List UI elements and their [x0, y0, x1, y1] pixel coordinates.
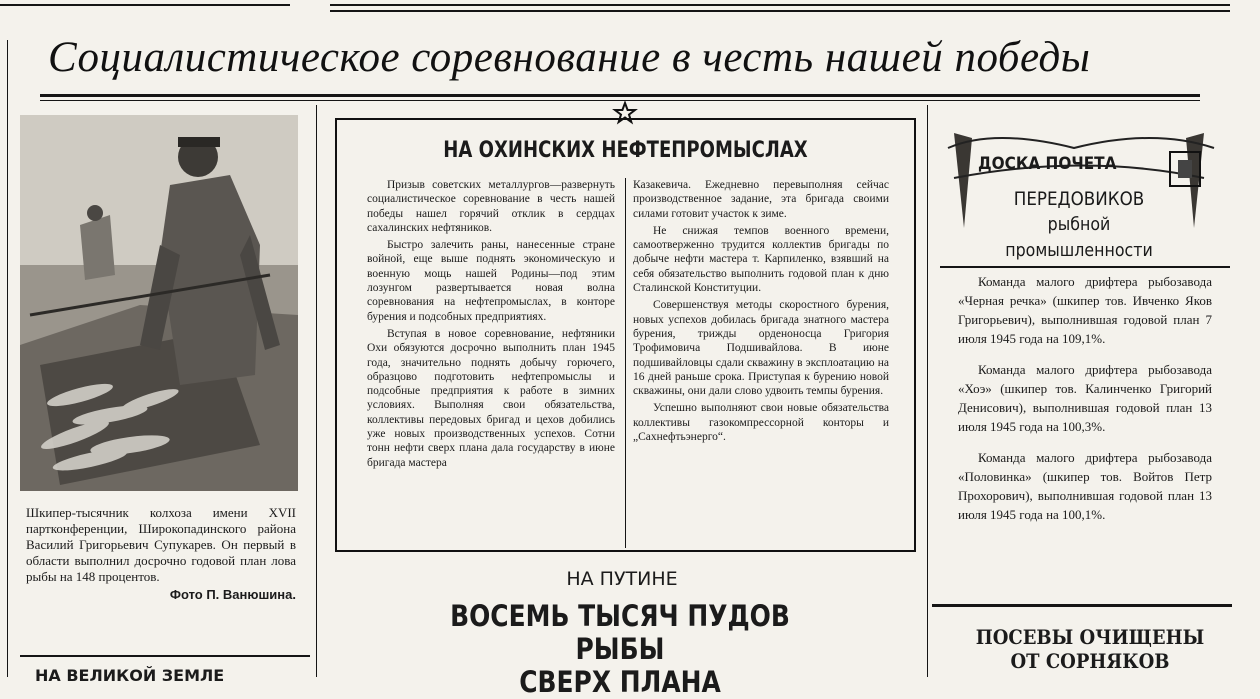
honor-board-entries	[958, 272, 1212, 536]
headline-underline-2	[40, 100, 1200, 101]
oil-paragraph-6: Совершенствуя методы скоростного бурения, новых успехов добилась бригада знатного мастера бурения, трижды орденоносца Григория Трофимовича Подшивайлова. В июне подшивайловцы сдали скважину в эксплоатацию на 16 дней раньше срока. Приступая к бурению новой скважины, они дали слово удвоить темпы бурения.	[633, 299, 889, 398]
fish-title-line-1: ВОСЕМЬ ТЫСЯЧ ПУДОВ РЫБЫ	[450, 599, 790, 666]
top-rule	[330, 4, 1230, 6]
honor-entry-1: Команда малого дрифтера рыбозавода «Черная речка» (шкипер тов. Ивченко Яков Григорьевич), выполнившая годовой план 7 июля 1945 года на 109,1%.	[958, 274, 1212, 346]
left-bottom-rule	[20, 655, 310, 657]
oil-paragraph-3: Вступая в новое соревнование, нефтяники Охи обязуются досрочно выполнить план 1945 года, значительно поднять добычу горючего, образцово подготовить нефтепромыслы и подсобные предприятия к работе в зимних условиях. Выполняя свои обязательства, коллективы передовых бригад и цехов добились уже новых производственных успехов. Сотни тонн нефти сверх плана дала государству в июне бригада мастера	[367, 327, 615, 469]
top-rule-2	[330, 10, 1230, 12]
honor-board-subtitle-3: промышленности	[1005, 240, 1153, 261]
fisherman-photo-illustration	[20, 115, 298, 491]
honor-entry-3: Команда малого дрифтера рыбозавода «Половинка» (шкипер тов. Войтов Петр Прохорович), выполнившая годовой план 13 июля 1945 года на 100,1%.	[958, 450, 1212, 522]
oil-article-box	[335, 118, 916, 552]
honor-board-subtitle-2: рыбной	[1047, 214, 1111, 235]
oil-article-column-1	[367, 178, 615, 473]
column-rule-right	[927, 105, 928, 677]
weeds-title-line-2: ОТ СОРНЯКОВ	[1010, 649, 1170, 673]
page-headline: Социалистическое соревнование в честь нашей победы	[48, 34, 1091, 81]
fish-article-kicker: НА ПУТИНЕ	[566, 568, 678, 590]
weeds-title-line-1: ПОСЕВЫ ОЧИЩЕНЫ	[975, 625, 1205, 649]
oil-article-column-2	[633, 178, 889, 447]
fish-title-line-2: СВЕРХ ПЛАНА	[519, 665, 721, 699]
honor-entry-2: Команда малого дрифтера рыбозавода «Хоэ» (шкипер тов. Калинченко Григорий Денисович), выполнившая годовой план 13 июля 1945 года на 100,3%.	[958, 362, 1212, 434]
weeds-article-title	[969, 625, 1212, 673]
honor-board-subtitle-1: ПЕРЕДОВИКОВ	[1013, 188, 1145, 210]
oil-paragraph-2: Быстро залечить раны, нанесенные стране войной, еще выше поднять экономическую и военную мощь нашей Родины—под этим лозунгом развертывается новая волна соревнования на нефтепромыслах, в конторе бурения и подсобных предприятиях.	[367, 239, 615, 323]
oil-paragraph-5: Не снижая темпов военного времени, самоотверженно трудится коллектив бригады по добыче нефти мастера т. Карпиленко, взявший на себя обязательство выполнить годовой план к дню Сталинской Конституции.	[633, 224, 889, 295]
photo-caption	[26, 505, 296, 603]
right-bottom-rule	[932, 604, 1232, 607]
oil-article-column-divider	[625, 178, 626, 548]
oil-paragraph-7: Успешно выполняют свои новые обязательства коллективы газокомпрессорной конторы и „Сахнефтьэнерго“.	[633, 402, 889, 444]
fisherman-photo	[20, 115, 298, 491]
photo-caption-text: Шкипер-тысячник колхоза имени XVII партконференции, Широкопадинского района Василий Григорьевич Супукарев. Он первый в области выполнил досрочно годовой план лова рыбы на 148 процентов.	[26, 505, 296, 584]
oil-paragraph-4: Казакевича. Ежедневно перевыполняя сейчас производственное задание, эта бригада своими силами готовит участок к зиме.	[633, 179, 889, 220]
honor-board-title: ДОСКА ПОЧЕТА	[978, 154, 1117, 174]
bottom-left-headline-fragment: НА ВЕЛИКОЙ ЗЕМЛЕ	[35, 666, 225, 685]
top-rule-left	[0, 4, 290, 6]
honor-board-header	[934, 118, 1224, 268]
oil-paragraph-1: Призыв советских металлургов—развернуть социалистическое соревнование в честь нашей победы нашел горячий отклик в сердцах сахалинских нефтяников.	[367, 179, 615, 234]
photo-credit: Фото П. Ванюшина.	[169, 587, 296, 602]
fish-article-title	[414, 600, 827, 699]
honor-board-rule	[940, 266, 1230, 268]
headline-underline	[40, 94, 1200, 97]
column-rule-left	[316, 105, 317, 677]
page-left-edge	[7, 40, 8, 677]
oil-article-title: НА ОХИНСКИХ НЕФТЕПРОМЫСЛАХ	[443, 138, 808, 163]
